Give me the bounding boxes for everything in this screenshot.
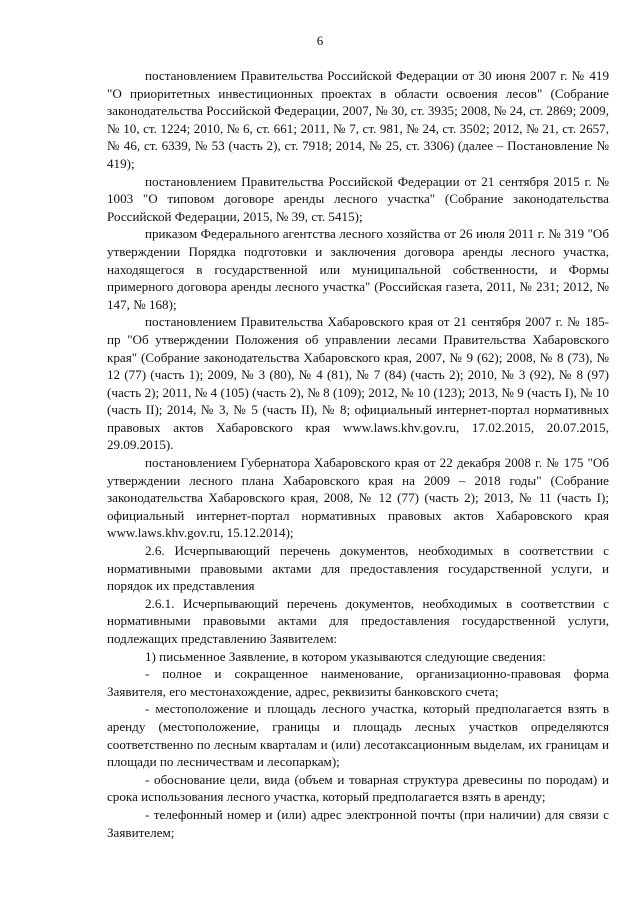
paragraph-resolution-175: постановлением Губернатора Хабаровского края от 22 декабря 2008 г. № 175 "Об утверждении лесного плана Хабаровского края на 2009 – 2018 годы" (Собрание законодательства Хабаровского края, 2008, № 12 (77) (часть 2); 2013, № 11 (часть I); официальный интернет-портал нормативных правовых актов Хабаровского края www.laws.khv.gov.ru, 15.12.2014); — [107, 455, 609, 541]
paragraph-resolution-185-pr: постановлением Правительства Хабаровского края от 21 сентября 2007 г. № 185-пр "Об утверждении Положения об управлении лесами Правительства Хабаровского края" (Собрание законодательства Хабаровского края, 2007, № 9 (62); 2008, № 8 (73), № 12 (77) (часть 1); 2009, № 3 (80), № 4 (81), № 7 (84) (часть 2); 2010, № 3 (92), № 8 (97) (часть 2); 2011, № 4 (105) (часть 2), № 8 (109); 2012, № 10 (123); 2013, № 9 (часть I), № 10 (часть II); 2014, № 3, № 5 (часть II), № 8; официальный интернет-портал нормативных правовых актов Хабаровского края www.laws.khv.gov.ru, 17.02.2015, 20.07.2015, 29.09.2015). — [107, 314, 609, 453]
paragraph-resolution-1003: постановлением Правительства Российской Федерации от 21 сентября 2015 г. № 1003 "О типовом договоре аренды лесного участка" (Собрание законодательства Российской Федерации, 2015, № 39, ст. 5415); — [107, 173, 609, 224]
list-item-contacts: - телефонный номер и (или) адрес электронной почты (при наличии) для связи с Заявителем; — [107, 806, 609, 840]
document-body — [107, 67, 609, 841]
list-item-application: 1) письменное Заявление, в котором указываются следующие сведения: — [145, 648, 546, 664]
page-number: 6 — [316, 33, 324, 48]
section-2-6-heading: 2.6. Исчерпывающий перечень документов, необходимых в соответствии с нормативными правовыми актами для предоставления государственной услуги, и порядок их представления — [107, 543, 609, 594]
list-item-plot-location: - местоположение и площадь лесного участка, который предполагается взять в аренду (местоположение, границы и площадь лесных участков определяются соответственно по лесным кварталам и (или) лесотаксационным выделам, их границам и площади по лесничествам и лесопаркам); — [107, 701, 609, 770]
paragraph-order-319: приказом Федерального агентства лесного хозяйства от 26 июля 2011 г. № 319 "Об утверждении Порядка подготовки и заключения договора аренды лесного участка, находящегося в государственной или муниципальной собственности, и Формы примерного договора аренды лесного участка" (Российская газета, 2011, № 231; 2012, № 147, № 168); — [107, 226, 609, 312]
list-item-purpose: - обоснование цели, вида (объем и товарная структура древесины по породам) и срока использования лесного участка, который предполагается взять в аренду; — [107, 771, 609, 805]
paragraph-resolution-419: постановлением Правительства Российской Федерации от 30 июня 2007 г. № 419 "О приоритетных инвестиционных проектах в области освоения лесов" (Собрание законодательства Российской Федерации, 2007, № 30, ст. 3935; 2008, № 24, ст. 2869; 2009, № 10, ст. 1224; 2010, № 6, ст. 661; 2011, № 7, ст. 981, № 24, ст. 3502; 2012, № 21, ст. 2657, № 46, ст. 6339, № 53 (часть 2), ст. 7918; 2014, № 25, ст. 3306) (далее – Постановление № 419); — [107, 68, 609, 171]
list-item-applicant-name: - полное и сокращенное наименование, организационно-правовая форма Заявителя, его местонахождение, адрес, реквизиты банковского счета; — [107, 666, 609, 699]
section-2-6-1: 2.6.1. Исчерпывающий перечень документов, необходимых в соответствии с нормативными правовыми актами для предоставления государственной услуги, подлежащих представлению Заявителем: — [107, 595, 609, 646]
